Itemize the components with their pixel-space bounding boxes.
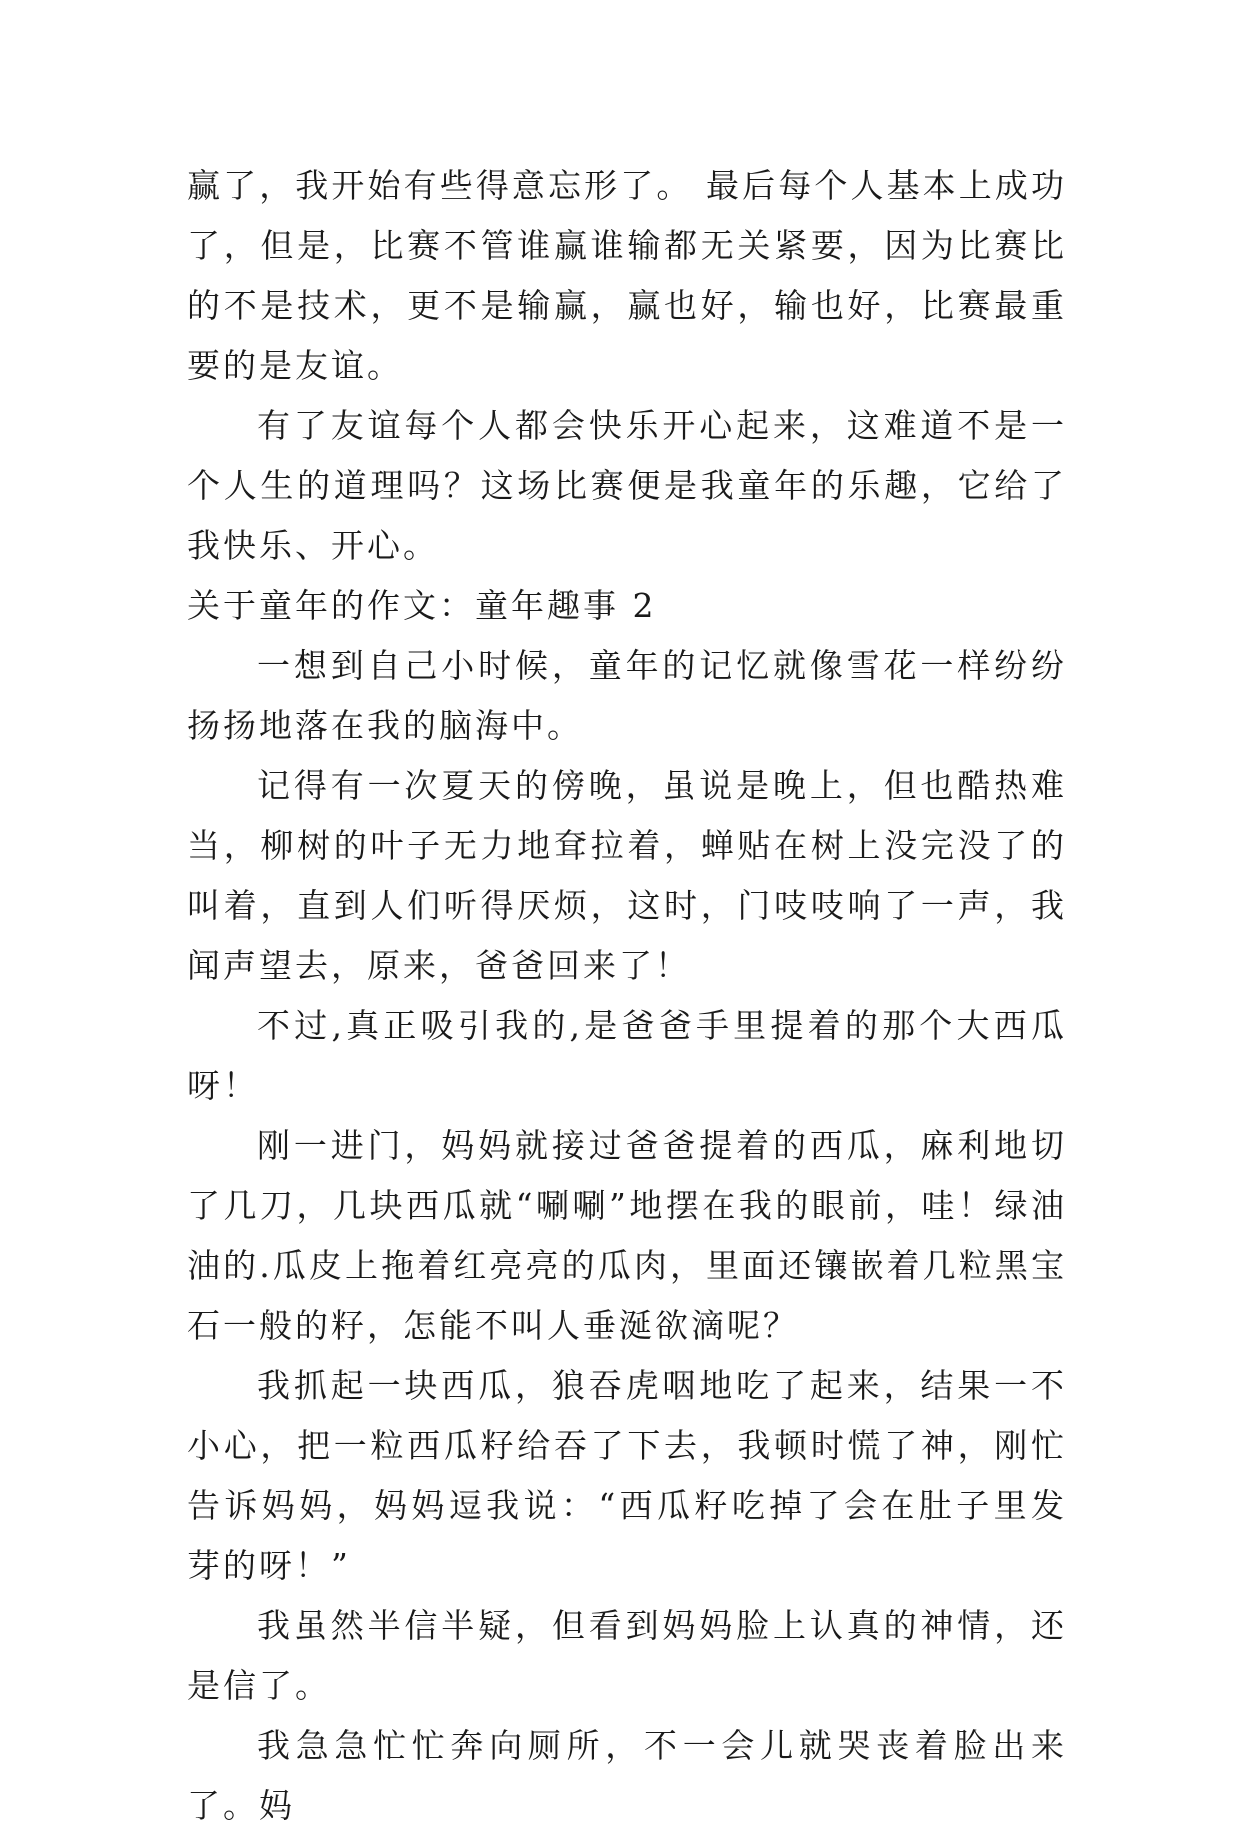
section-heading: 关于童年的作文：童年趣事 2: [187, 586, 657, 625]
paragraph: 我虽然半信半疑，但看到妈妈脸上认真的神情，还是信了。: [187, 1606, 1067, 1705]
paragraph: 有了友谊每个人都会快乐开心起来，这难道不是一个人生的道理吗？这场比赛便是我童年的乐趣，它给了我快乐、开心。: [187, 406, 1067, 565]
paragraph: 我抓起一块西瓜，狼吞虎咽地吃了起来，结果一不小心，把一粒西瓜籽给吞了下去，我顿时慌了神，刚忙告诉妈妈，妈妈逗我说：“西瓜籽吃掉了会在肚子里发芽的呀！”: [187, 1366, 1067, 1585]
paragraph: 赢了，我开始有些得意忘形了。 最后每个人基本上成功了，但是，比赛不管谁赢谁输都无关紧要，因为比赛比的不是技术，更不是输赢，赢也好，输也好，比赛最重要的是友谊。: [187, 166, 1067, 385]
paragraph: 一想到自己小时候，童年的记忆就像雪花一样纷纷扬扬地落在我的脑海中。: [187, 646, 1067, 745]
paragraph: 不过,真正吸引我的,是爸爸手里提着的那个大西瓜呀！: [187, 1006, 1067, 1105]
paragraph: 刚一进门，妈妈就接过爸爸提着的西瓜，麻利地切了几刀，几块西瓜就“唰唰”地摆在我的眼前，哇！绿油油的.瓜皮上拖着红亮亮的瓜肉，里面还镶嵌着几粒黑宝石一般的籽，怎能不叫人垂涎欲滴呢？: [187, 1126, 1067, 1345]
document-body: [187, 156, 1067, 1836]
paragraph: 记得有一次夏天的傍晚，虽说是晚上，但也酷热难当，柳树的叶子无力地耷拉着，蝉贴在树上没完没了的叫着，直到人们听得厌烦，这时，门吱吱响了一声，我闻声望去，原来，爸爸回来了！: [187, 766, 1067, 985]
paragraph: 我急急忙忙奔向厕所，不一会儿就哭丧着脸出来了。妈: [187, 1726, 1067, 1825]
